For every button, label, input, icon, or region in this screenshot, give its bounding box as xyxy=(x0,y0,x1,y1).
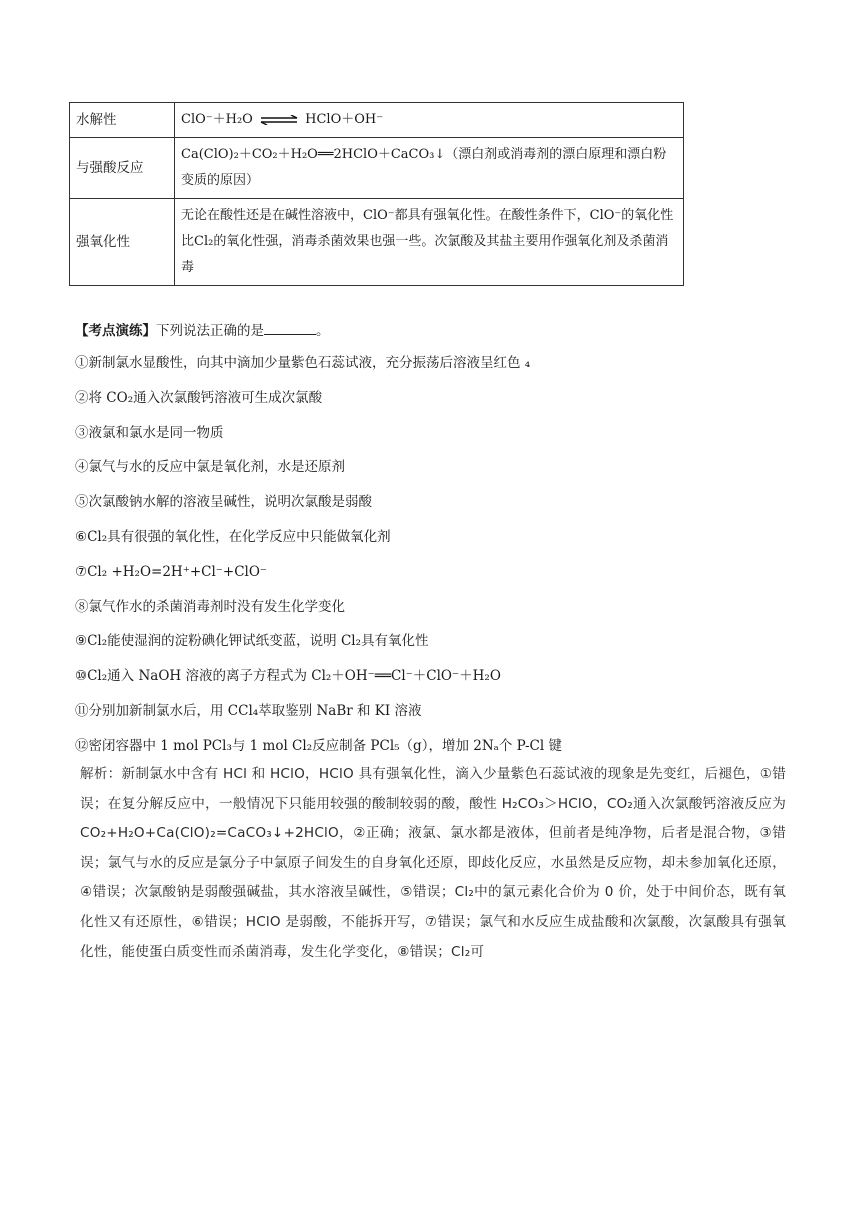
list-item: ⑦Cl₂ +H₂O=2H⁺+Cl⁻+ClO⁻ xyxy=(75,563,268,580)
list-item: ④氯气与水的反应中氯是氧化剂，水是还原剂 xyxy=(75,459,345,476)
list-item: ②将 CO₂通入次氯酸钙溶液可生成次氯酸 xyxy=(75,389,323,406)
list-item: ⑥Cl₂具有很强的氧化性，在化学反应中只能做氧化剂 xyxy=(75,528,391,545)
list-item: ⑩Cl₂通入 NaOH 溶液的离子方程式为 Cl₂＋OH⁻══Cl⁻＋ClO⁻＋H₂O xyxy=(75,668,501,685)
list-item: ③液氯和氯水是同一物质 xyxy=(75,424,224,441)
list-item: ⑧氯气作水的杀菌消毒剂时没有发生化学变化 xyxy=(75,598,345,615)
row-content xyxy=(175,103,684,138)
list-item: ⑤次氯酸钠水解的溶液呈碱性，说明次氯酸是弱酸 xyxy=(75,494,372,511)
table-row xyxy=(70,103,684,138)
question-stem xyxy=(75,316,795,346)
question-text: 下列说法正确的是 xyxy=(156,323,264,339)
row-label: 与强酸反应 xyxy=(70,138,175,199)
row-content: Ca(ClO)₂＋CO₂＋H₂O══2HClO＋CaCO₃↓（漂白剂或消毒剂的漂白原理和漂白粉变质的原因） xyxy=(175,138,684,199)
table-row xyxy=(70,199,684,286)
table-row xyxy=(70,138,684,199)
answer-blank[interactable] xyxy=(264,320,316,335)
equilibrium-arrow-icon xyxy=(259,115,299,125)
list-item: ⑨Cl₂能使湿润的淀粉碘化钾试纸变蓝，说明 Cl₂具有氧化性 xyxy=(75,633,429,650)
properties-table xyxy=(69,102,684,286)
row-label: 强氧化性 xyxy=(70,199,175,286)
analysis-text: 解析：新制氯水中含有 HCl 和 HClO，HClO 具有强氧化性，滴入少量紫色石蕊试液的现象是先变红，后褪色，①错误；在复分解反应中，一般情况下只能用较强的酸制较弱的酸，酸性 H₂CO₃＞HClO，CO₂通入次氯酸钙溶液反应为 CO₂+H₂O+Ca(ClO)₂=CaCO₃↓+2HClO，②正确；液氯、氯水都是液体，但前者是纯净物，后者是混合物，③错误；氯气与水的反应是氯分子中氯原子间发生的自身氧化还原，即歧化反应，水虽然是反应物，却未参加氧化还原，④错误；次氯酸钠是弱酸强碱盐，其水溶液呈碱性，⑤错误；Cl₂中的氯元素化合价为 0 价，处于中间价态，既有氧化性又有还原性，⑥错误；HClO 是弱酸，不能拆开写，⑦错误；氯气和水反应生成盐酸和次氯酸，次氯酸具有强氧化性，能使蛋白质变性而杀菌消毒，发生化学变化，⑧错误；Cl₂可 xyxy=(80,766,786,960)
question-block xyxy=(75,316,795,764)
hydrolysis-left: ClO⁻＋H₂O xyxy=(181,112,253,127)
question-tag: 【考点演练】 xyxy=(75,323,156,339)
row-label: 水解性 xyxy=(70,103,175,138)
row-content: 无论在酸性还是在碱性溶液中，ClO⁻都具有强氧化性。在酸性条件下，ClO⁻的氧化性比Cl₂的氧化性强，消毒杀菌效果也强一些。次氯酸及其盐主要用作强氧化剂及杀菌消毒 xyxy=(175,199,684,286)
analysis-section xyxy=(80,760,786,967)
list-item: ⑪分别加新制氯水后，用 CCl₄萃取鉴别 NaBr 和 KI 溶液 xyxy=(75,702,422,719)
list-item: ①新制氯水显酸性，向其中滴加少量紫色石蕊试液，充分振荡后溶液呈红色 ₄ xyxy=(75,355,531,371)
question-end: 。 xyxy=(316,323,330,339)
list-item: ⑫密闭容器中 1 mol PCl₃与 1 mol Cl₂反应制备 PCl₅（g），增加 2Nₐ个 P-Cl 键 xyxy=(75,737,562,754)
hydrolysis-right: HClO＋OH⁻ xyxy=(305,112,384,127)
